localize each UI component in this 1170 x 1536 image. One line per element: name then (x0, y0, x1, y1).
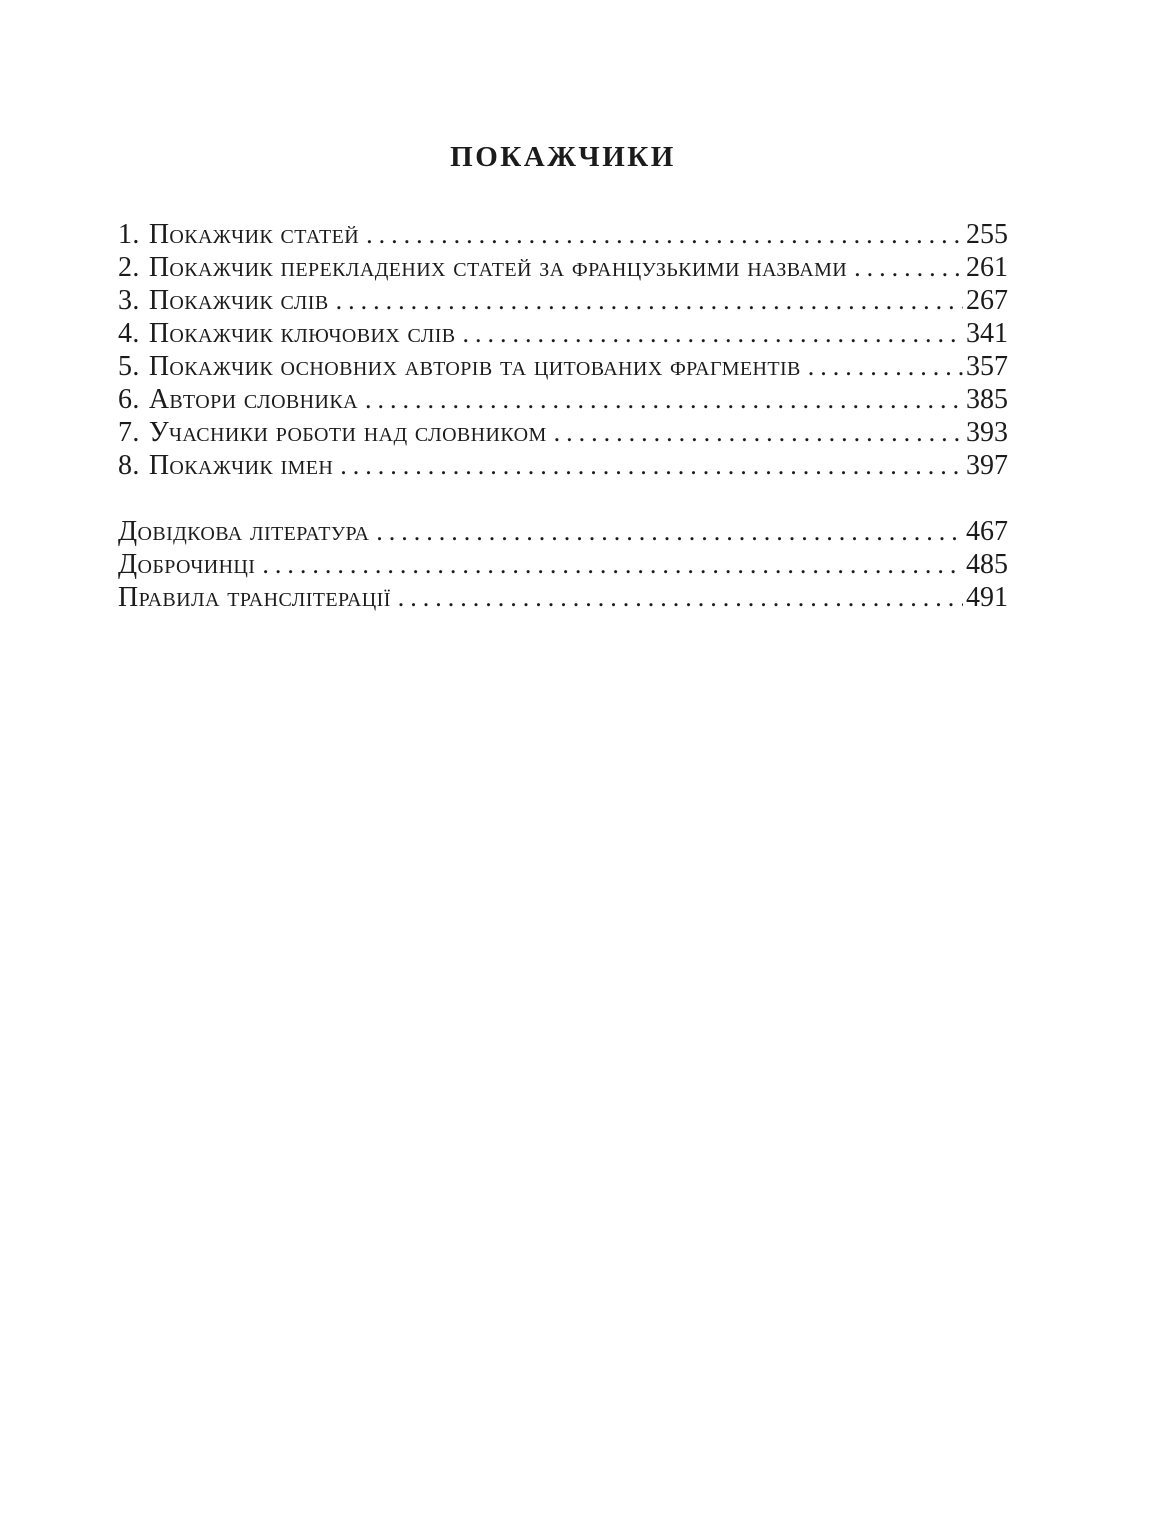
entry-number: 7. (118, 417, 140, 448)
entry-label (118, 416, 547, 449)
toc-entry-row (118, 251, 1008, 284)
toc-entry-row (118, 218, 1008, 251)
dot-leader (365, 383, 963, 416)
page-number: 267 (966, 285, 1008, 316)
entry-label (118, 548, 255, 581)
page-number: 385 (966, 384, 1008, 415)
toc-entry-row (118, 317, 1008, 350)
toc-numbered-group (118, 218, 1008, 482)
entry-number: 1. (118, 219, 140, 250)
entry-number: 2. (118, 252, 140, 283)
entry-label (118, 218, 359, 251)
entry-text: Покажчик статей (148, 219, 360, 250)
page-number: 255 (966, 219, 1008, 250)
dot-leader (808, 350, 963, 383)
entry-number: 6. (118, 384, 140, 415)
dot-leader (336, 284, 963, 317)
entry-text: Покажчик слів (148, 285, 329, 316)
entry-text: Правила транслітерації (118, 582, 391, 613)
dot-leader (463, 317, 963, 350)
page-number: 397 (966, 450, 1008, 481)
entry-text: Учасники роботи над словником (148, 417, 547, 448)
page-number: 261 (966, 252, 1008, 283)
entry-text: Доброчинці (118, 549, 256, 580)
entry-text: Покажчик ключових слів (148, 318, 456, 349)
toc-page (118, 140, 1008, 614)
toc-plain-group (118, 515, 1008, 614)
dot-leader (340, 449, 963, 482)
page-number: 357 (966, 351, 1008, 382)
dot-leader (854, 251, 963, 284)
entry-label (118, 581, 391, 614)
entry-label (118, 317, 456, 350)
entry-text: Покажчик основних авторів та цитованих фрагментів (148, 351, 801, 382)
dot-leader (366, 218, 963, 251)
entry-label (118, 251, 847, 284)
dot-leader (554, 416, 963, 449)
entry-label (118, 284, 329, 317)
entry-text: Автори словника (148, 384, 358, 415)
dot-leader (398, 581, 963, 614)
entry-text: Покажчик імен (148, 450, 334, 481)
dot-leader (376, 515, 963, 548)
entry-number: 5. (118, 351, 140, 382)
toc-entry-row (118, 548, 1008, 581)
page-number: 467 (966, 516, 1008, 547)
page-number: 491 (966, 582, 1008, 613)
page-number: 485 (966, 549, 1008, 580)
entry-number: 4. (118, 318, 140, 349)
entry-label (118, 515, 369, 548)
toc-entry-row (118, 449, 1008, 482)
entry-number: 3. (118, 285, 140, 316)
page-number: 341 (966, 318, 1008, 349)
toc-entry-row (118, 416, 1008, 449)
entry-label (118, 449, 333, 482)
entry-label (118, 350, 801, 383)
toc-entry-row (118, 350, 1008, 383)
page-title: ПОКАЖЧИКИ (450, 141, 676, 173)
dot-leader (262, 548, 963, 581)
toc-entry-row (118, 383, 1008, 416)
toc-entry-row (118, 581, 1008, 614)
entry-number: 8. (118, 450, 140, 481)
entry-text: Довідкова література (118, 516, 370, 547)
entry-label (118, 383, 358, 416)
entry-text: Покажчик перекладених статей за французькими назвами (148, 252, 848, 283)
toc-entry-row (118, 515, 1008, 548)
toc-entry-row (118, 284, 1008, 317)
page-number: 393 (966, 417, 1008, 448)
